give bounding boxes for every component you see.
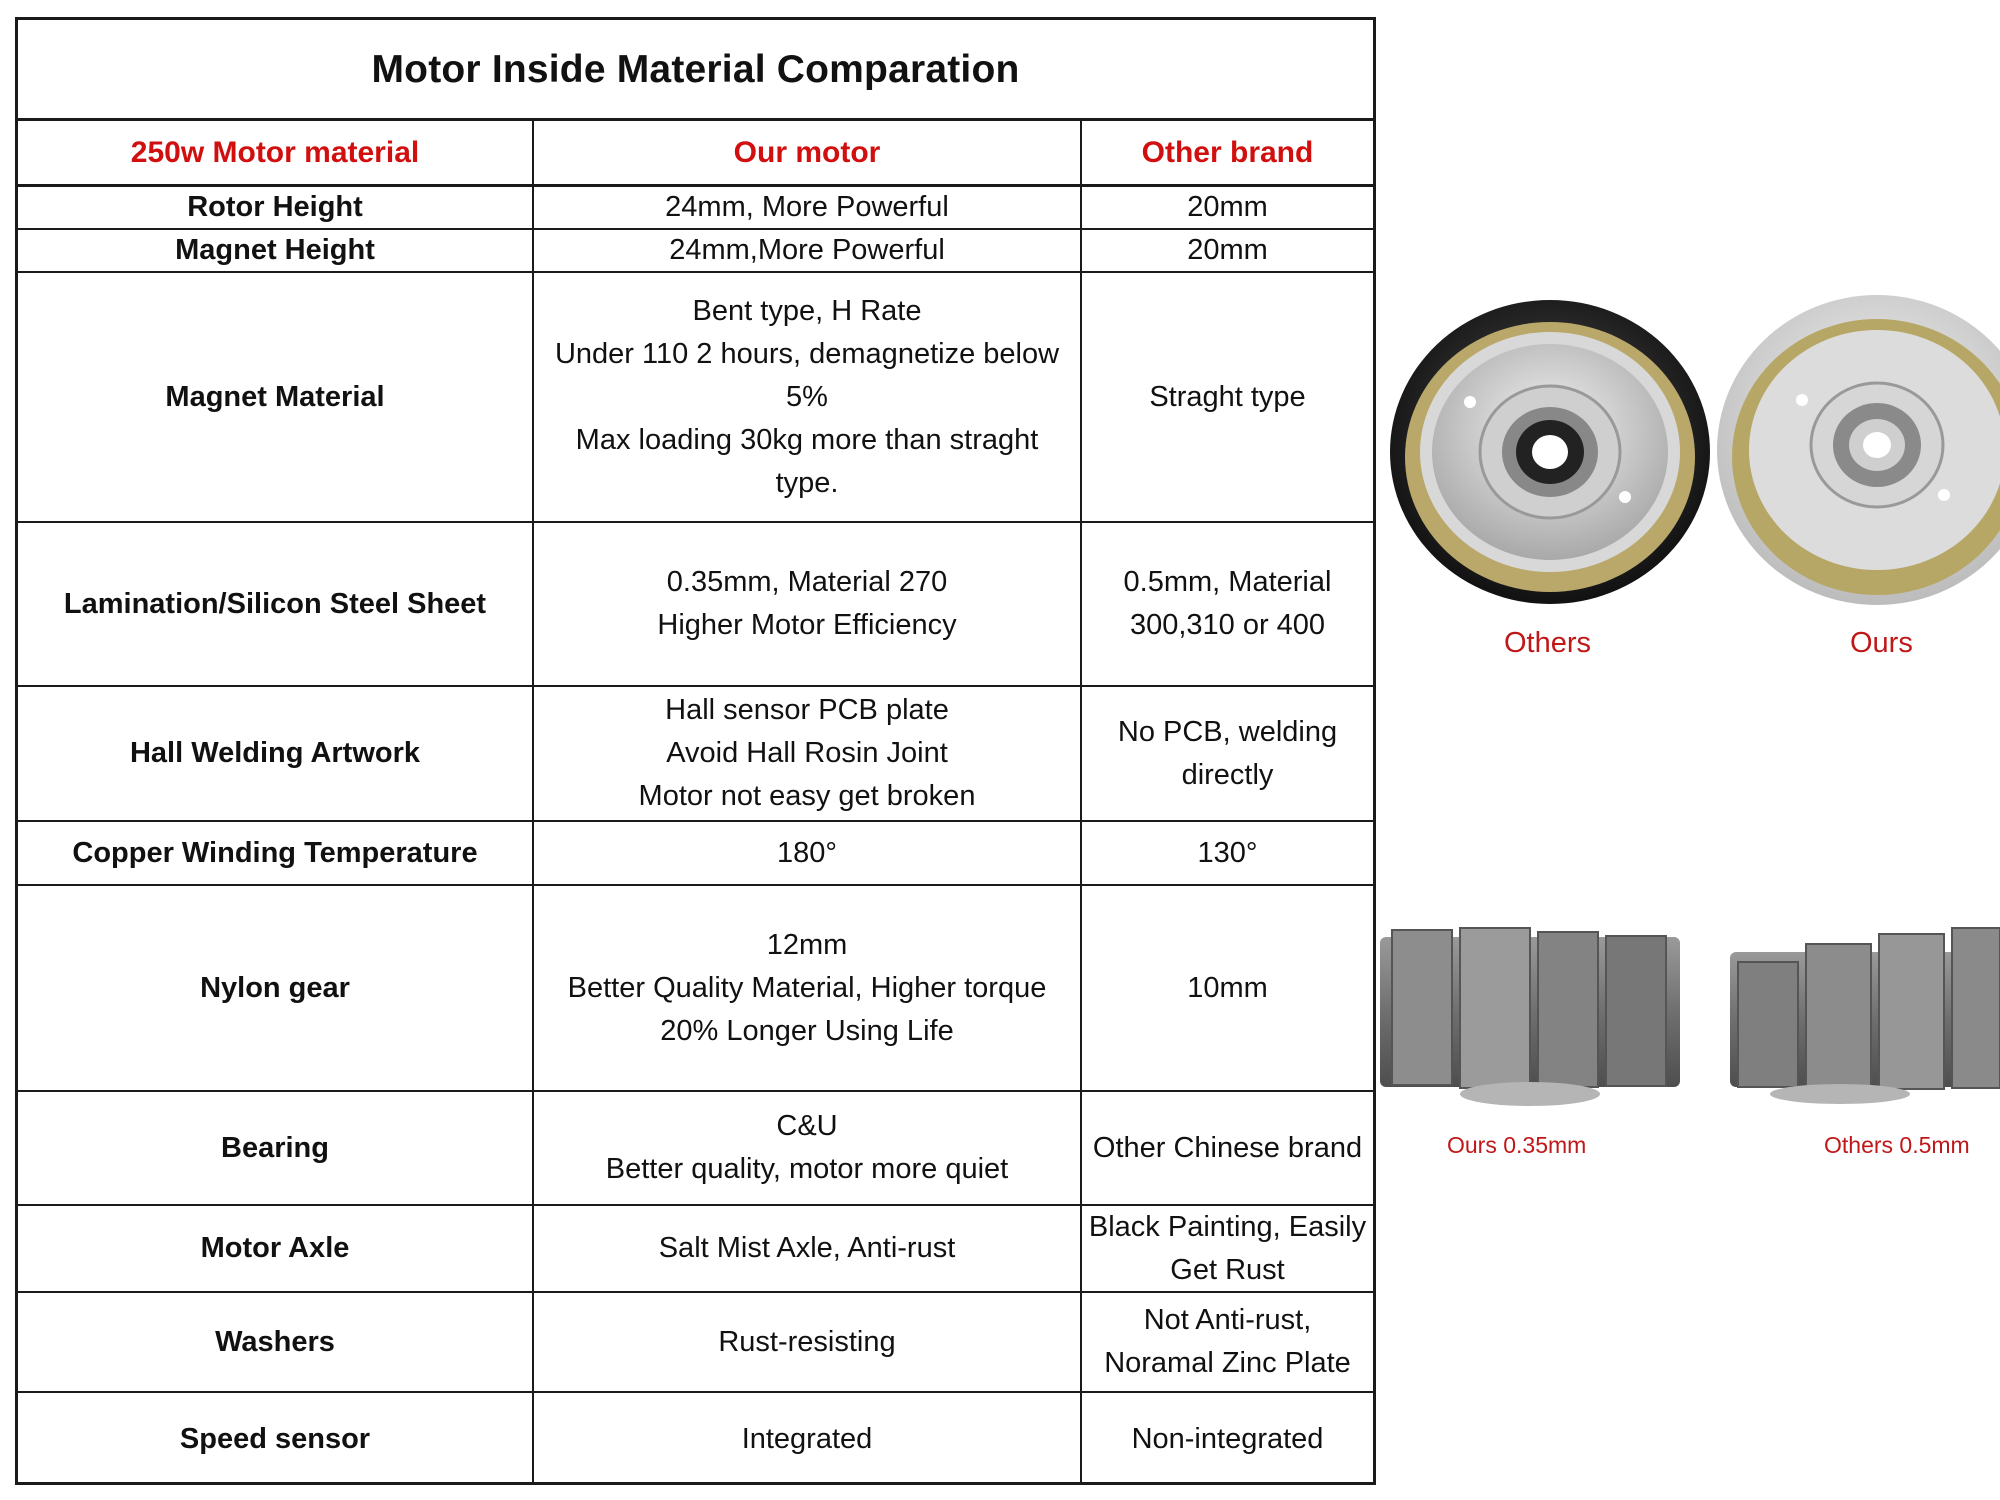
row-label: Hall Welding Artwork xyxy=(18,687,534,822)
our-value xyxy=(534,523,1082,687)
value-line: 300,310 or 400 xyxy=(1129,609,1326,641)
value-line: Noramal Zinc Plate xyxy=(1104,1347,1351,1379)
row-label: Rotor Height xyxy=(18,187,534,230)
row-label: Magnet Material xyxy=(18,273,534,523)
header-other-brand: Other brand xyxy=(1082,121,1373,187)
value-line: 20mm xyxy=(1187,191,1268,223)
row-label: Nylon gear xyxy=(18,886,534,1092)
other-value xyxy=(1082,886,1373,1092)
value-line: directly xyxy=(1181,758,1274,791)
rotor-ours-caption: Ours xyxy=(1850,627,1913,659)
value-line: Hall sensor PCB plate xyxy=(665,694,949,726)
value-line: Bent type, H Rate xyxy=(692,294,922,327)
other-value xyxy=(1082,187,1373,230)
value-line: Better Quality Material, Higher torque xyxy=(567,971,1047,1004)
comparison-table xyxy=(15,17,1376,1485)
value-line: 0.5mm, Material xyxy=(1123,566,1332,598)
value-line: Salt Mist Axle, Anti-rust xyxy=(658,1232,956,1264)
other-value xyxy=(1082,822,1373,886)
value-line: 0.35mm, Material 270 xyxy=(666,566,948,598)
other-value xyxy=(1082,273,1373,523)
other-value xyxy=(1082,230,1373,273)
value-line: Max loading 30kg more than straght xyxy=(575,423,1039,456)
value-line: Avoid Hall Rosin Joint xyxy=(666,737,948,769)
our-value xyxy=(534,1206,1082,1293)
our-value xyxy=(534,230,1082,273)
value-line: 24mm, More Powerful xyxy=(665,191,949,223)
value-line: C&U xyxy=(776,1110,838,1142)
row-label: Lamination/Silicon Steel Sheet xyxy=(18,523,534,687)
stator-others-image xyxy=(1730,922,2000,1107)
value-line: 10mm xyxy=(1187,971,1268,1004)
our-value xyxy=(534,822,1082,886)
row-label: Washers xyxy=(18,1293,534,1393)
value-line: 12mm xyxy=(766,928,848,961)
rotor-others-image xyxy=(1385,292,1715,612)
our-value xyxy=(534,273,1082,523)
row-label: Speed sensor xyxy=(18,1393,534,1485)
value-line: Other Chinese brand xyxy=(1092,1131,1363,1164)
other-value xyxy=(1082,687,1373,822)
value-line: 20mm xyxy=(1187,234,1268,266)
value-line: type. xyxy=(775,466,839,499)
our-value xyxy=(534,886,1082,1092)
stator-ours-caption: Ours 0.35mm xyxy=(1447,1132,1587,1158)
value-line: 130° xyxy=(1197,836,1258,869)
row-label: Magnet Height xyxy=(18,230,534,273)
stator-ours-image xyxy=(1380,922,1685,1107)
value-line: 180° xyxy=(777,836,837,869)
table-title: Motor Inside Material Comparation xyxy=(18,20,1373,121)
value-line: Get Rust xyxy=(1170,1253,1285,1286)
row-label: Motor Axle xyxy=(18,1206,534,1293)
value-line: Non-integrated xyxy=(1131,1422,1324,1455)
value-line: Rust-resisting xyxy=(718,1325,896,1358)
value-line: Not Anti-rust, xyxy=(1143,1304,1312,1336)
other-value xyxy=(1082,523,1373,687)
other-value xyxy=(1082,1206,1373,1293)
value-line: Higher Motor Efficiency xyxy=(657,609,957,641)
value-line: 24mm,More Powerful xyxy=(669,234,945,266)
row-label: Copper Winding Temperature xyxy=(18,822,534,886)
other-value xyxy=(1082,1092,1373,1206)
value-line: Better quality, motor more quiet xyxy=(605,1153,1009,1185)
header-our-motor: Our motor xyxy=(534,121,1082,187)
value-line: No PCB, welding xyxy=(1117,715,1338,748)
our-value xyxy=(534,1393,1082,1485)
our-value xyxy=(534,687,1082,822)
value-line: 5% xyxy=(786,380,828,413)
value-line: Straght type xyxy=(1149,380,1306,413)
row-label: Bearing xyxy=(18,1092,534,1206)
other-value xyxy=(1082,1293,1373,1393)
rotor-ours-image xyxy=(1712,285,2000,615)
stator-others-caption: Others 0.5mm xyxy=(1824,1132,1970,1158)
value-line: Under 110 2 hours, demagnetize below xyxy=(554,337,1060,370)
other-value xyxy=(1082,1393,1373,1485)
rotor-others-caption: Others xyxy=(1504,627,1592,659)
value-line: Motor not easy get broken xyxy=(638,780,976,812)
our-value xyxy=(534,187,1082,230)
header-material: 250w Motor material xyxy=(18,121,534,187)
our-value xyxy=(534,1293,1082,1393)
our-value xyxy=(534,1092,1082,1206)
value-line: Integrated xyxy=(741,1422,873,1455)
value-line: Black Painting, Easily xyxy=(1088,1210,1367,1243)
value-line: 20% Longer Using Life xyxy=(660,1014,954,1047)
